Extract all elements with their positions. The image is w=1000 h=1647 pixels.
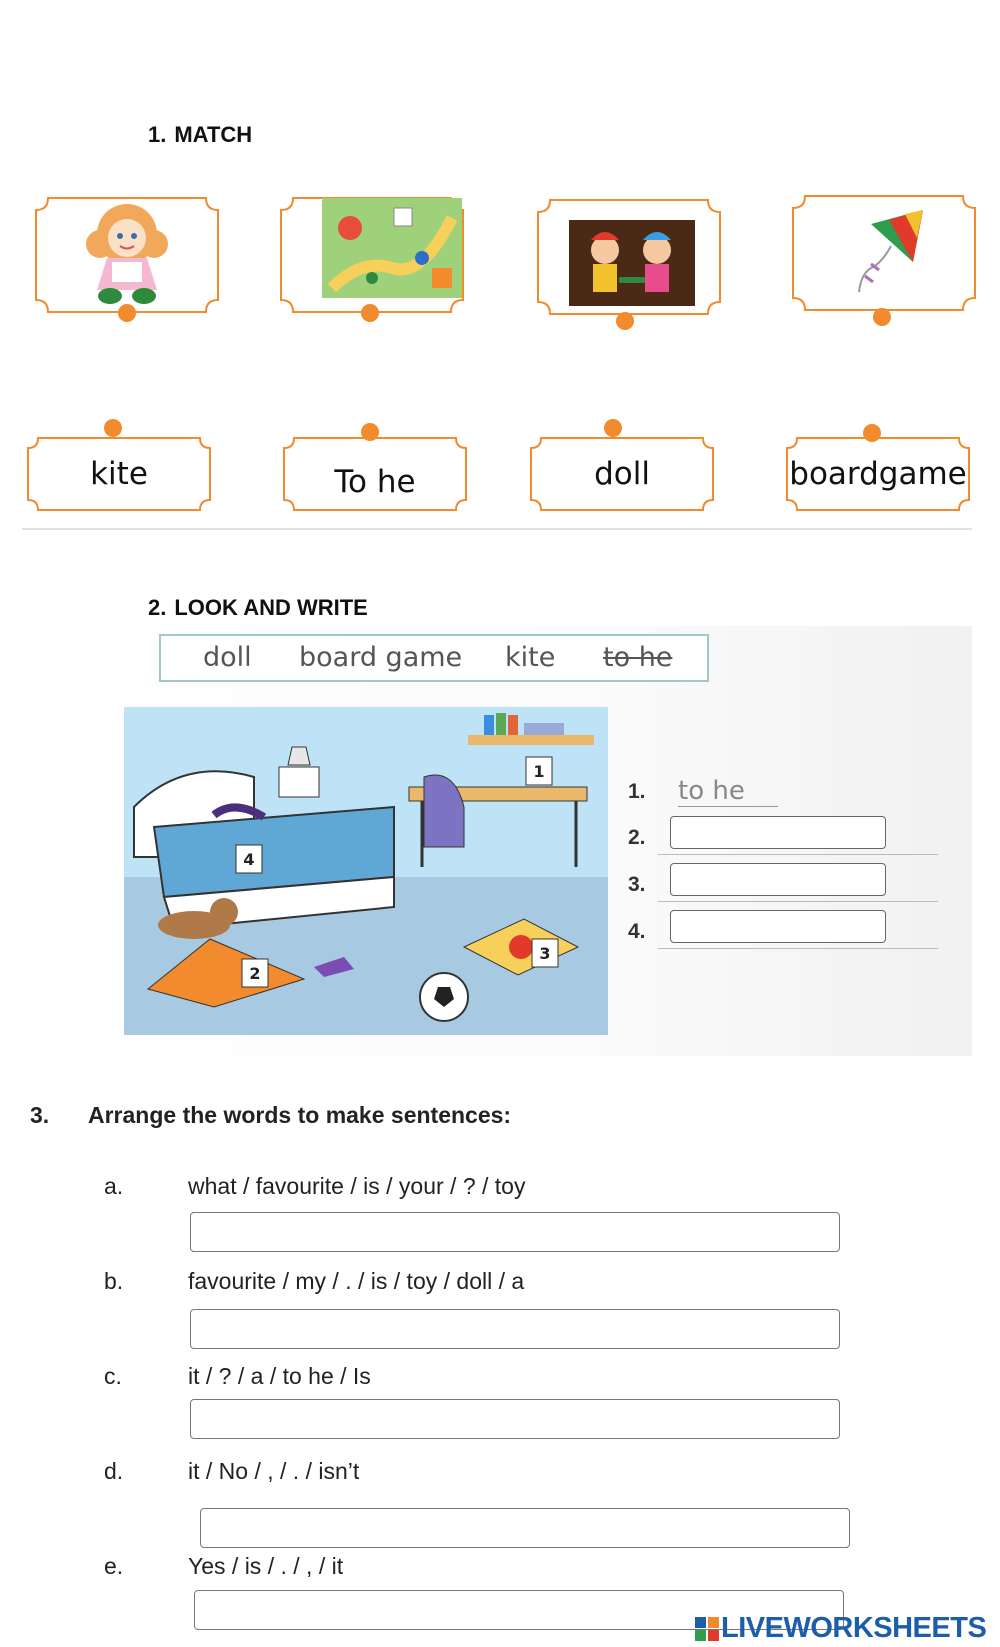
answer-underline (658, 854, 938, 855)
sentence-input-b[interactable] (190, 1309, 840, 1349)
logo-text: LIVEWORKSHEETS (721, 1612, 987, 1644)
section3-heading (30, 1102, 511, 1129)
item-letter: a. (104, 1173, 124, 1199)
scene-label-1: 1 (533, 762, 545, 781)
match-word-2: To he (334, 464, 416, 500)
kite-icon (841, 204, 941, 304)
match-dot-word-4[interactable] (863, 424, 881, 442)
picture-card-puppets (536, 198, 722, 316)
word-card-1 (26, 436, 212, 512)
item-prompt: what / favourite / is / your / ? / toy (188, 1173, 526, 1199)
answer-underline (658, 948, 938, 949)
item-prompt: favourite / my / . / is / toy / doll / a (188, 1268, 525, 1294)
section3-title: Arrange the words to make sentences: (88, 1102, 512, 1128)
item-letter: e. (104, 1553, 124, 1579)
scene-label-3: 3 (539, 944, 551, 963)
word-card-4 (785, 436, 971, 512)
sentence-input-d[interactable] (200, 1508, 850, 1548)
section1-heading (148, 122, 252, 148)
match-dot-picture-4[interactable] (873, 308, 891, 326)
liveworksheets-logo (695, 1612, 995, 1644)
scene-label-4: 4 (243, 850, 255, 869)
scene-label (526, 757, 552, 785)
answer-input-4[interactable] (670, 910, 886, 943)
answer-example: to he (678, 776, 778, 807)
item-letter: c. (104, 1363, 122, 1389)
item-letter: b. (104, 1268, 124, 1294)
word-bank (159, 634, 709, 682)
word-card-2 (282, 436, 468, 512)
sentence-input-a[interactable] (190, 1212, 840, 1252)
section-divider (22, 528, 972, 530)
match-dot-word-1[interactable] (104, 419, 122, 437)
answer-input-2[interactable] (670, 816, 886, 849)
word-bank-item: kite (505, 642, 556, 673)
answer-number: 3. (628, 873, 646, 896)
scene-label-2: 2 (249, 964, 261, 983)
doll-icon (72, 200, 182, 308)
match-word-4: boardgame (789, 456, 967, 492)
word-card-3 (529, 436, 715, 512)
answer-input-3[interactable] (670, 863, 886, 896)
match-dot-picture-1[interactable] (118, 304, 136, 322)
section2-heading (148, 595, 368, 621)
match-dot-picture-3[interactable] (616, 312, 634, 330)
word-bank-item-used: to he (603, 642, 673, 673)
match-dot-word-3[interactable] (604, 419, 622, 437)
answer-number: 4. (628, 920, 646, 943)
match-dot-picture-2[interactable] (361, 304, 379, 322)
match-word-1: kite (90, 456, 148, 492)
section2-number: 2. (148, 595, 167, 620)
boardgame-icon (322, 198, 462, 298)
section1-title: MATCH (174, 122, 253, 147)
puppets-icon (569, 220, 695, 306)
word-bank-item: board game (299, 642, 463, 673)
item-letter: d. (104, 1458, 124, 1484)
match-dot-word-2[interactable] (361, 423, 379, 441)
picture-card-doll (34, 196, 220, 314)
picture-card-kite (791, 194, 977, 312)
answer-number: 1. (628, 780, 646, 803)
bedroom-scene-image (124, 707, 608, 1035)
answer-underline (658, 901, 938, 902)
sentence-input-c[interactable] (190, 1399, 840, 1439)
section3-number: 3. (30, 1102, 50, 1128)
picture-card-boardgame (279, 196, 465, 314)
word-bank-item: doll (203, 642, 252, 673)
item-prompt: it / No / , / . / isn’t (188, 1458, 360, 1484)
item-prompt: it / ? / a / to he / Is (188, 1363, 371, 1389)
section1-number: 1. (148, 122, 167, 147)
answer-number: 2. (628, 826, 646, 849)
section2-title: LOOK AND WRITE (174, 595, 368, 620)
item-prompt: Yes / is / . / , / it (188, 1553, 344, 1579)
match-word-3: doll (594, 456, 650, 492)
liveworksheets-logo-icon (695, 1617, 719, 1641)
